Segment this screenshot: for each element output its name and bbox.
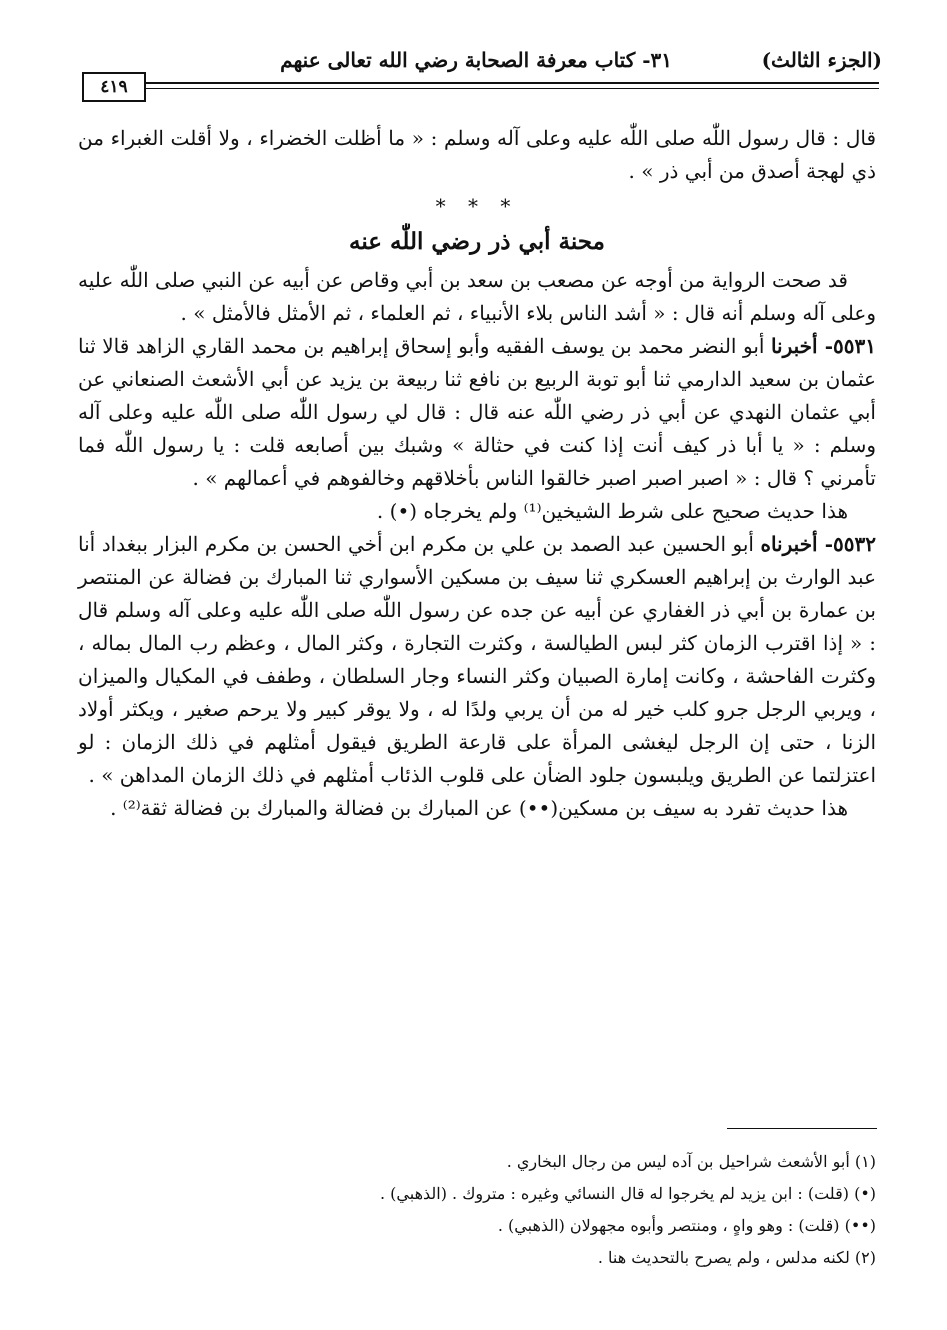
footnotes	[90, 1146, 876, 1274]
hadith-grade-5532: هذا حديث تفرد به سيف بن مسكين(••) عن المبارك بن فضالة والمبارك بن فضالة ثقة⁽²⁾ .	[110, 796, 848, 820]
hadith-text-5531: أبو النضر محمد بن يوسف الفقيه وأبو إسحاق إبراهيم بن محمد القاري الزاهد قالا ثنا عثمان بن سعيد الدارمي ثنا أبو توبة الربيع بن نافع ثنا ربيعة بن يزيد عن أبي الأشعث الصنعاني عن أبي عثمان النهدي عن أبي ذر رضي اللّٰه عنه قال : قال لي رسول اللّٰه صلى اللّٰه عليه وعلى آله وسلم : « يا أبا ذر كيف أنت إذا كنت في حثالة » وشبك بين أصابعه قلت : يا رسول اللّٰه فما تأمرني ؟ قال : « اصبر اصبر اصبر خالقوا الناس بأخلاقهم وخالفوهم في أعمالهم » .	[78, 334, 876, 490]
hadith-5532	[78, 528, 876, 792]
section-heading: محنة أبي ذر رضي اللّٰه عنه	[349, 228, 605, 255]
chapter-title: ٣١- كتاب معرفة الصحابة رضي الله تعالى عنهم	[280, 48, 672, 72]
header-rule-thin	[146, 88, 879, 89]
footnote-1: (١) أبو الأشعث شراحيل بن آده ليس من رجال البخاري .	[506, 1152, 876, 1171]
volume-label: (الجزء الثالث)	[761, 48, 882, 72]
paragraph-narration: قد صحت الرواية من أوجه عن مصعب بن سعد بن أبي وقاص عن أبيه عن النبي صلى اللّٰه عليه وعلى آله وسلم أنه قال : « أشد الناس بلاء الأنبياء ، ثم العلماء ، ثم الأمثل فالأمثل » .	[78, 268, 876, 325]
footnote-dot-1: (•) (قلت) : ابن يزيد لم يخرجوا له قال النسائي وغيره : متروك . (الذهبي) .	[379, 1184, 876, 1203]
footnote-rule	[727, 1128, 877, 1129]
main-text	[78, 122, 876, 825]
hadith-number-5531: ٥٥٣١- أخبرنا	[770, 334, 876, 358]
footnote-2: (٢) لكنه مدلس ، ولم يصرح بالتحديث هنا .	[597, 1248, 876, 1267]
hadith-number-5532: ٥٥٣٢- أخبرناه	[760, 532, 876, 556]
footnote-dot-2: (••) (قلت) : وهو واهٍ ، ومنتصر وأبوه مجهولان (الذهبي) .	[497, 1216, 876, 1235]
hadith-text-5532: أبو الحسين عبد الصمد بن علي بن مكرم ابن أخي الحسن بن مكرم البزار ببغداد أنا عبد الوارث بن إبراهيم العسكري ثنا سيف بن مسكين الأسواري ثنا المبارك بن فضالة عن المنتصر بن عمارة بن أبي ذر الغفاري عن أبيه عن جده عن رسول اللّٰه صلى اللّٰه عليه وعلى آله وسلم قال : « إذا اقترب الزمان كثر لبس الطيالسة ، وكثرت التجارة ، وكثر المال ، وعظم رب المال بماله ، وكثرت الفاحشة ، وكانت إمارة الصبيان وكثر النساء وجار السلطان ، وطفف في المكيال والميزان ، ويربي الرجل جرو كلب خير له من أن يربي ولدًا له ، ولا يوقر كبير ولا يرحم صغير ، ويكثر أولاد الزنا ، حتى إن الرجل ليغشى المرأة على قارعة الطريق فيقول أمثلهم في ذلك الزمان : لو اعتزلتما عن الطريق ويلبسون جلود الضأن على قلوب الذئاب أمثلهم في ذلك الزمان المداهن » .	[78, 532, 876, 787]
page-number: ٤١٩	[82, 72, 146, 102]
section-separator: * * *	[435, 194, 519, 218]
running-header	[82, 40, 882, 76]
paragraph-intro: قال : قال رسول اللّٰه صلى اللّٰه عليه وعلى آله وسلم : « ما أظلت الخضراء ، ولا أقلت الغبراء من ذي لهجة أصدق من أبي ذر » .	[78, 126, 876, 183]
hadith-grade-5531: هذا حديث صحيح على شرط الشيخين⁽¹⁾ ولم يخرجاه (•) .	[376, 499, 848, 523]
header-rule-thick	[146, 82, 879, 84]
hadith-5531	[78, 330, 876, 495]
